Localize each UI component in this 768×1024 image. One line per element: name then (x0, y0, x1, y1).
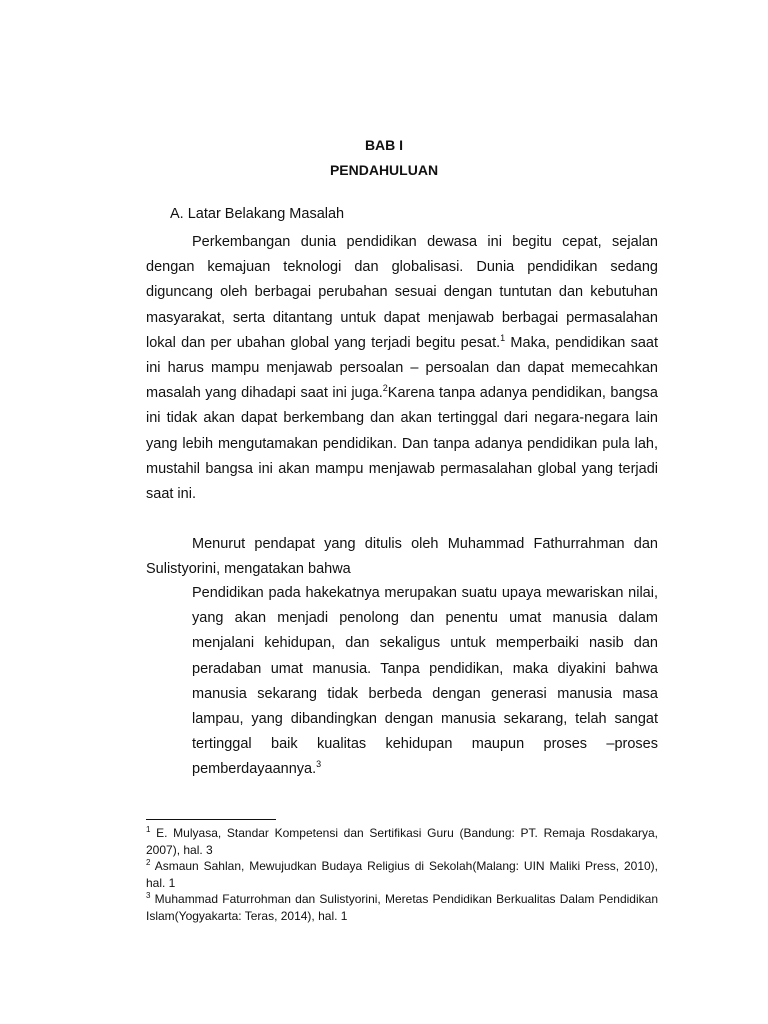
footnote-ref-3: 3 (316, 759, 322, 770)
footnote-number: 3 (146, 891, 151, 900)
paragraph-1-part-a: Perkembangan dunia pendidikan dewasa ini begitu cepat, sejalan dengan kemajuan teknologi dan globalisasi. Dunia pendidikan sedang diguncang oleh berbagai perubahan sesuai dengan tuntutan dan kebutuhan masyarakat, serta ditantang untuk dapat menjawab berbagai permasalahan lokal dan per ubahan global yang terjadi begitu pesat. (146, 234, 658, 351)
footnote-number: 1 (146, 825, 151, 834)
chapter-label: BAB I (364, 137, 404, 153)
footnote-1 (146, 825, 658, 858)
paragraph-1-part-b: Maka, pendidikan saat ini harus mampu menjawab persoalan – persoalan dan dapat memecahkan masalah yang dihadapi saat ini juga. (146, 334, 658, 402)
footnote-ref-1: 1 (500, 332, 506, 343)
footnote-text: Muhammad Faturrohman dan Sulistyorini, Meretas Pendidikan Berkualitas Dalam Pendidikan Islam(Yogyakarta: Teras, 2014), hal. 1 (146, 892, 658, 923)
footnote-text: E. Mulyasa, Standar Kompetensi dan Sertifikasi Guru (Bandung: PT. Remaja Rosdakarya, 2007), hal. 3 (146, 826, 658, 857)
section-title: A. Latar Belakang Masalah (170, 206, 345, 222)
paragraph-1 (146, 230, 658, 507)
footnote-separator (146, 819, 276, 820)
paragraph-2: Menurut pendapat yang ditulis oleh Muhammad Fathurrahman dan Sulistyorini, mengatakan bahwa (146, 536, 658, 578)
paragraph-1-part-c: Karena tanpa adanya pendidikan, bangsa ini tidak akan dapat berkembang dan akan tertinggal dari negara-negara lain yang lebih mengutamakan pendidikan. Dan tanpa adanya pendidikan pula lah, mustahil bangsa ini akan mampu menjawab permasalahan global yang terjadi saat ini. (146, 385, 658, 503)
footnote-text: Asmaun Sahlan, Mewujudkan Budaya Religius di Sekolah(Malang: UIN Maliki Press, 2010), hal. 1 (146, 859, 658, 890)
chapter-title: PENDAHULUAN (329, 162, 439, 178)
footnote-ref-2: 2 (382, 383, 388, 394)
footnotes (146, 825, 658, 924)
block-quote (192, 581, 658, 783)
block-quote-text: Pendidikan pada hakekatnya merupakan suatu upaya mewariskan nilai, yang akan menjadi penolong dan penentu umat manusia dalam menjalani kehidupan, dan sekaligus untuk memperbaiki nasib dan peradaban umat manusia. Tanpa pendidikan, maka diyakini bahwa manusia sekarang tidak berbeda dengan generasi manusia masa lampau, yang dibandingkan dengan manusia sekarang, telah sangat tertinggal baik kualitas kehidupan maupun proses –proses pemberdayaannya. (192, 585, 658, 778)
footnote-3 (146, 891, 658, 924)
footnote-2 (146, 858, 658, 891)
footnote-number: 2 (146, 858, 151, 867)
